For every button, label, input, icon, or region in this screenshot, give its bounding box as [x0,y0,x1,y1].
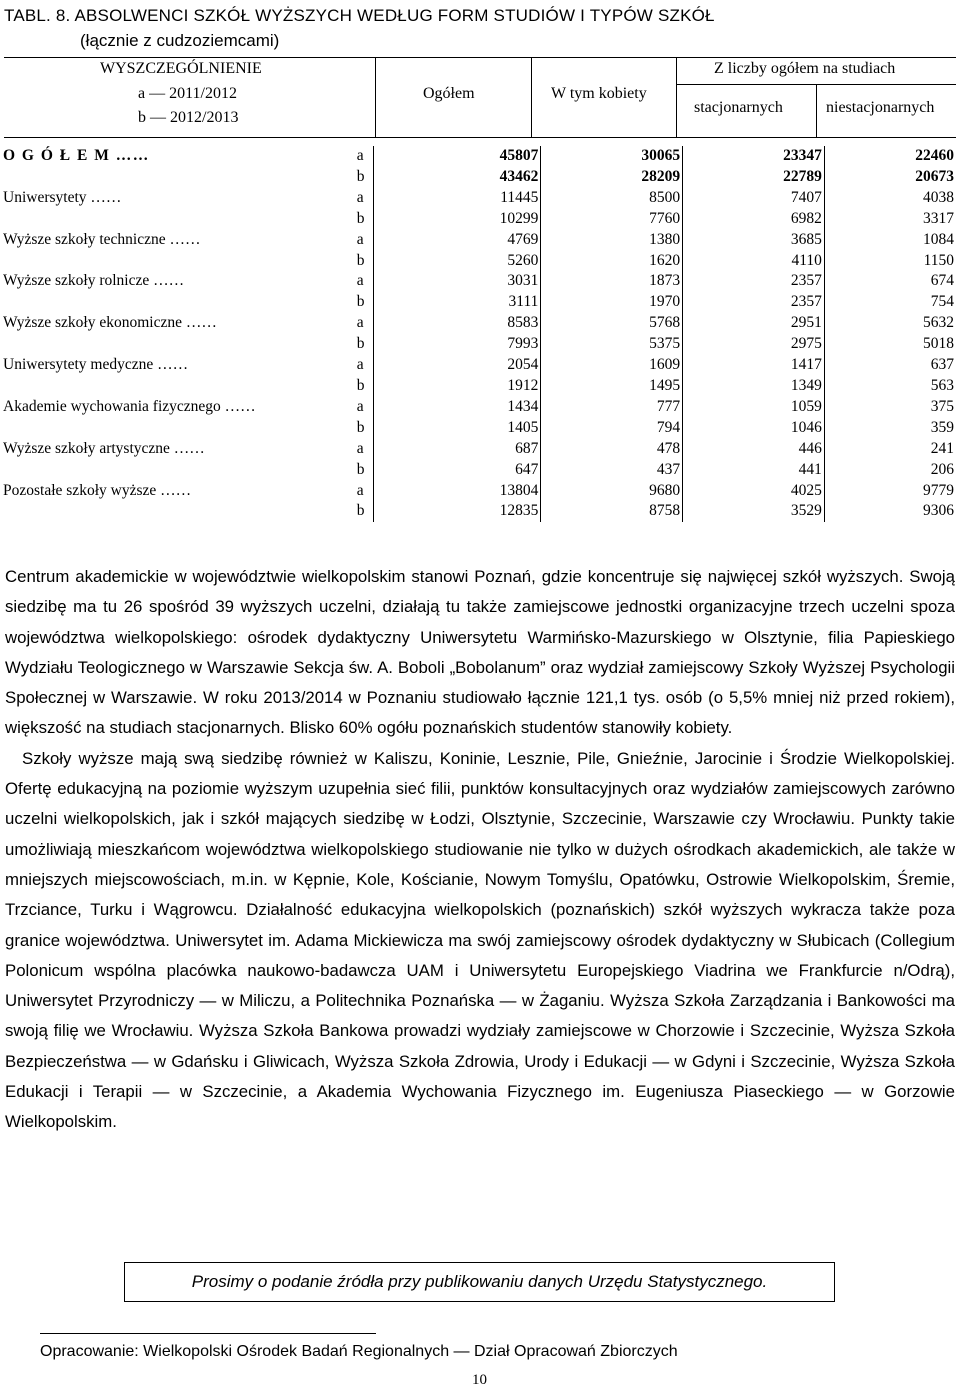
row-year-marker: b [356,418,365,436]
cell-total: 11445 [374,188,541,209]
row-year-marker: a [356,147,364,164]
row-year-marker: b [356,251,365,269]
cell-fulltime: 4025 [683,481,825,502]
row-year-marker: a [356,188,364,206]
header-col-parttime: niestacjonarnych [826,99,935,116]
cell-women: 1873 [541,271,683,292]
table-row [0,439,956,460]
row-year-marker: b [356,460,365,478]
row-year-marker: a [356,272,364,290]
cell-total: 7993 [374,334,541,355]
table-row [0,355,956,376]
row-label [0,209,355,230]
cell-women: 8500 [541,188,683,209]
row-label [0,251,355,272]
cell-total: 3031 [374,271,541,292]
cell-total: 5260 [374,251,541,272]
header-divider [816,84,817,137]
cell-parttime: 20673 [824,167,956,188]
header-spec-b: b — 2012/2013 [138,109,239,126]
cell-women: 1609 [541,355,683,376]
row-year-marker: a [356,314,364,332]
paragraph: Szkoły wyższe mają swą siedzibę również w Kaliszu, Koninie, Lesznie, Pile, Gnieźnie, Jarocinie i Środzie Wielkopolskiej. Ofertę edukacyjną na poziomie wyższym uzupełnia sieć filii, punktów konsultacyjnych oraz wydziałów zamiejscowych zarówno uczelni wielkopolskich, jak i szkół mających siedzibę w Łodzi, Olsztynie, Szczecinie, Warszawie czy Wrocławiu. Punkty takie umożliwiają mieszkańcom województwa wielkopolskiego studiowanie nie tylko w dużych ośrodkach akademickich, ale także w mniejszych miejscowościach, m.in. w Kępnie, Kole, Kościanie, Nowym Tomyślu, Opatówku, Ostrowie Wielkopolskim, Śremie, Trzciance, Turku i Wągrowcu. Działalność edukacyjna wielkopolskich (poznańskich) szkół wyższych wykracza także poza granice województwa. Uniwersytet im. Adama Mickiewicza ma swój zamiejscowy ośrodek dydaktyczny w Słubicach (Collegium Polonicum wspólna placówka naukowo-badawcza UAM i Uniwersytetu Europejskiego Viadrina we Frankfurcie n/Odrą), Uniwersytet Przyrodniczy — w Miliczu, a Politechnika Poznańska — w Żaganiu. Wyższa Szkoła Zarządzania i Bankowości ma swoją filię we Wrocławiu. Wyższa Szkoła Bankowa prowadzi wydziały zamiejscowe w Chorzowie i Szczecinie, Wyższa Szkoła Bezpieczeństwa — w Gdańsku i Gliwicach, Wyższa Szkoła Zdrowia, Urody i Edukacji — w Gdyni i Szczecinie, Wyższa Szkoła Edukacji i Terapii — w Szczecinie, a Akademia Wychowania Fizycznego im. Eugeniusza Piaseckiego — w Gorzowie Wielkopolskim. [5,748,955,1132]
cell-fulltime: 22789 [683,167,825,188]
header-top-rule [4,57,956,58]
table-row [0,167,956,188]
cell-total: 45807 [374,146,541,167]
row-label [0,460,355,481]
cell-parttime: 1150 [824,251,956,272]
cell-fulltime: 7407 [683,188,825,209]
cell-women: 437 [541,460,683,481]
table-row [0,146,956,167]
cell-total: 1405 [374,418,541,439]
row-label: O G Ó Ł E M …… [3,147,150,164]
header-col-total: Ogółem [423,85,475,102]
row-year-marker: b [356,167,365,185]
cell-fulltime: 1046 [683,418,825,439]
cell-fulltime: 1349 [683,376,825,397]
cell-women: 5768 [541,313,683,334]
header-col-women: W tym kobiety [551,85,647,102]
table-row [0,209,956,230]
cell-fulltime: 2951 [683,313,825,334]
header-group-title: Z liczby ogółem na studiach [714,60,896,77]
row-year-marker: b [356,502,365,520]
cell-parttime: 754 [824,292,956,313]
cell-total: 12835 [374,501,541,522]
table-row [0,230,956,251]
row-year-marker: a [356,481,364,499]
cell-women: 1495 [541,376,683,397]
row-label: Pozostałe szkoły wyższe …… [3,481,192,499]
cell-parttime: 1084 [824,230,956,251]
row-year-marker: b [356,209,365,227]
cell-parttime: 637 [824,355,956,376]
row-label: Akademie wychowania fizycznego …… [3,397,256,415]
table-title: TABL. 8. ABSOLWENCI SZKÓŁ WYŻSZYCH WEDŁUG FORM STUDIÓW I TYPÓW SZKÓŁ [4,6,715,25]
row-label [0,292,355,313]
cell-women: 777 [541,397,683,418]
table-row [0,418,956,439]
cell-fulltime: 2975 [683,334,825,355]
header-spec-title: WYSZCZEGÓLNIENIE [100,60,262,77]
row-label [0,501,355,522]
cell-women: 9680 [541,481,683,502]
cell-parttime: 9779 [824,481,956,502]
row-year-marker: a [356,397,364,415]
cell-women: 5375 [541,334,683,355]
cell-fulltime: 2357 [683,292,825,313]
paragraph: Centrum akademickie w województwie wielkopolskim stanowi Poznań, gdzie koncentruje się najwięcej szkół wyższych. Swoją siedzibę ma tu 26 spośród 39 wyższych uczelni, działają tu także zamiejscowe jednostki organizacyjne trzech uczelni spoza województwa wielkopolskiego: ośrodek dydaktyczny Uniwersytetu Warmińsko-Mazurskiego w Olsztynie, filia Papieskiego Wydziału Teologicznego w Warszawie Sekcja św. A. Boboli „Bobolanum” oraz wydział zamiejscowy Szkoły Wyższej Psychologii Społecznej w Warszawie. W roku 2013/2014 w Poznaniu studiowało łącznie 121,1 tys. osób (o 5,5% mniej niż przed rokiem), większość na studiach stacjonarnych. Blisko 60% ogółu poznańskich studentów stanowiły kobiety. [5,567,955,738]
cell-parttime: 5632 [824,313,956,334]
cell-parttime: 206 [824,460,956,481]
table-row [0,313,956,334]
cell-fulltime: 1059 [683,397,825,418]
row-label [0,334,355,355]
cell-women: 1380 [541,230,683,251]
cell-parttime: 5018 [824,334,956,355]
cell-total: 1434 [374,397,541,418]
header-divider [676,57,677,137]
table-subtitle: (łącznie z cudzoziemcami) [80,31,280,50]
cell-total: 3111 [374,292,541,313]
cell-women: 794 [541,418,683,439]
table-row [0,271,956,292]
cell-parttime: 4038 [824,188,956,209]
row-year-marker: a [356,439,364,457]
row-label [0,167,355,188]
cell-parttime: 375 [824,397,956,418]
cell-fulltime: 2357 [683,271,825,292]
row-year-marker: b [356,335,365,353]
cell-fulltime: 1417 [683,355,825,376]
cell-parttime: 241 [824,439,956,460]
cell-fulltime: 23347 [683,146,825,167]
row-label [0,418,355,439]
cell-fulltime: 6982 [683,209,825,230]
cell-total: 687 [374,439,541,460]
cell-total: 2054 [374,355,541,376]
row-label [0,376,355,397]
page-number: 10 [472,1372,487,1388]
table-row [0,251,956,272]
cell-parttime: 359 [824,418,956,439]
cell-fulltime: 3685 [683,230,825,251]
cell-total: 10299 [374,209,541,230]
header-spec-a: a — 2011/2012 [138,85,237,102]
row-label: Wyższe szkoły artystyczne …… [3,439,205,457]
cell-women: 478 [541,439,683,460]
table-row [0,460,956,481]
table-body [0,146,956,522]
row-label: Wyższe szkoły ekonomiczne …… [3,314,217,332]
row-label: Wyższe szkoły techniczne …… [3,230,201,248]
header-bottom-rule [4,137,956,138]
table-row [0,292,956,313]
cell-fulltime: 3529 [683,501,825,522]
source-notice-text: Prosimy o podanie źródła przy publikowaniu danych Urzędu Statystycznego. [191,1272,768,1291]
row-label: Uniwersytety medyczne …… [3,356,189,374]
cell-women: 28209 [541,167,683,188]
data-table [0,146,956,522]
cell-total: 43462 [374,167,541,188]
cell-parttime: 22460 [824,146,956,167]
cell-women: 30065 [541,146,683,167]
source-notice [124,1262,835,1302]
table-row [0,188,956,209]
cell-total: 4769 [374,230,541,251]
cell-total: 647 [374,460,541,481]
table-row [0,397,956,418]
cell-parttime: 674 [824,271,956,292]
cell-women: 1620 [541,251,683,272]
row-label: Uniwersytety …… [3,188,122,206]
cell-women: 8758 [541,501,683,522]
cell-parttime: 563 [824,376,956,397]
header-col-fulltime: stacjonarnych [694,99,783,116]
row-year-marker: a [356,230,364,248]
row-year-marker: b [356,376,365,394]
footer-credit: Opracowanie: Wielkopolski Ośrodek Badań Regionalnych — Dział Opracowań Zbiorczych [40,1343,678,1360]
row-year-marker: b [356,293,365,311]
cell-total: 1912 [374,376,541,397]
cell-fulltime: 4110 [683,251,825,272]
cell-total: 8583 [374,313,541,334]
table-row [0,334,956,355]
cell-women: 1970 [541,292,683,313]
cell-fulltime: 446 [683,439,825,460]
table-row [0,501,956,522]
cell-women: 7760 [541,209,683,230]
header-divider [375,57,376,137]
header-divider [531,57,532,137]
cell-total: 13804 [374,481,541,502]
table-row [0,481,956,502]
table-row [0,376,956,397]
cell-parttime: 3317 [824,209,956,230]
cell-parttime: 9306 [824,501,956,522]
row-year-marker: a [356,356,364,374]
row-label: Wyższe szkoły rolnicze …… [3,272,185,290]
footer-rule [40,1333,376,1334]
body-text [5,562,955,1138]
cell-fulltime: 441 [683,460,825,481]
